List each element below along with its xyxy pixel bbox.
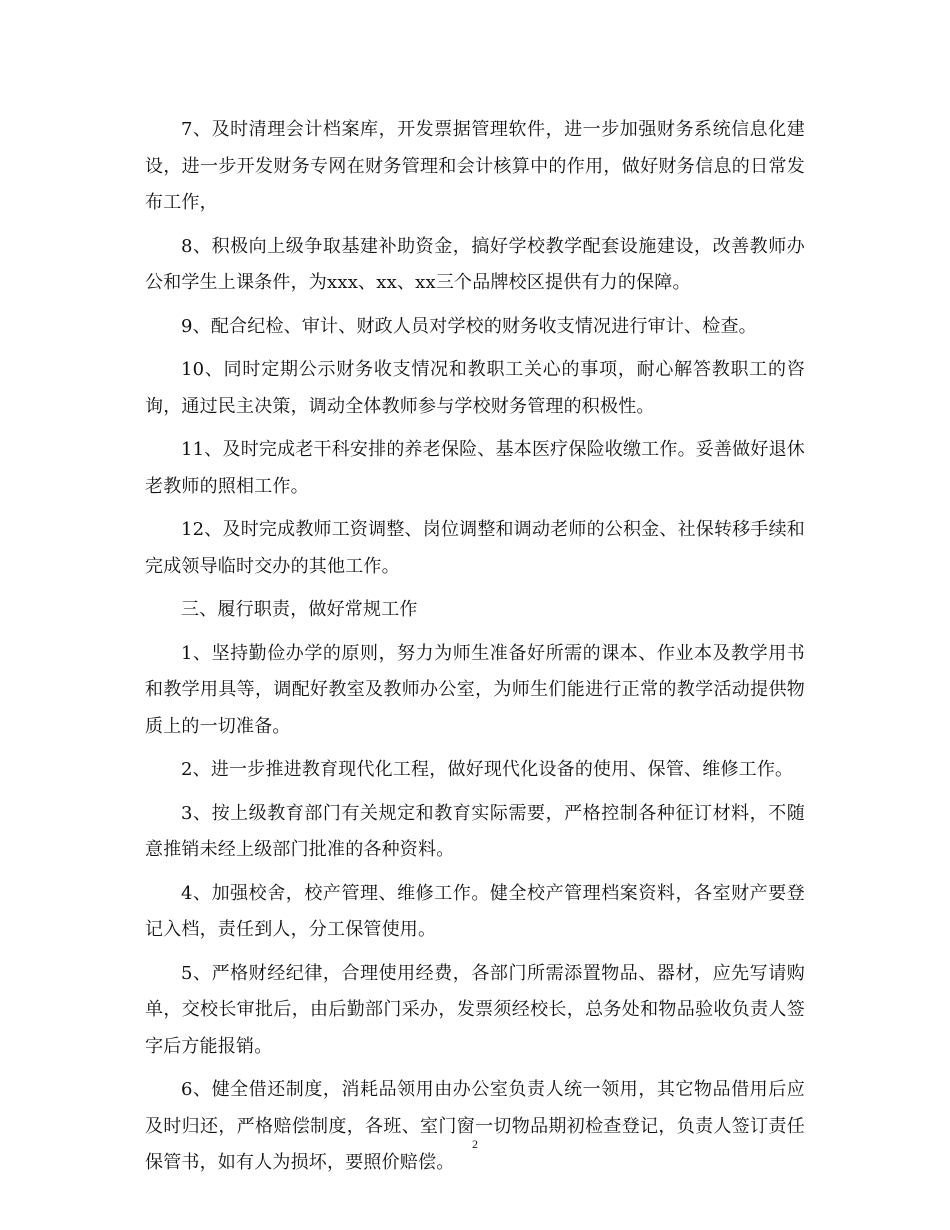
section-heading: 三、履行职责，做好常规工作 (181, 599, 418, 620)
page-number: 2 (472, 1137, 478, 1151)
paragraph-item-5: 5、严格财经纪律，合理使用经费，各部门所需添置物品、器材，应先写请购单，交校长审批后，由后勤部门采办，发票须经校长，总务处和物品验收负责人签字后方能报销。 (145, 962, 805, 1057)
paragraph-item-1: 1、坚持勤俭办学的原则，努力为师生准备好所需的课本、作业本及教学用书和教学用具等，调配好教室及教师办公室，为师生们能进行正常的教学活动提供物质上的一切准备。 (145, 642, 805, 737)
paragraph-item-7: 7、及时清理会计档案库，开发票据管理软件，进一步加强财务系统信息化建设，进一步开发财务专网在财务管理和会计核算中的作用，做好财务信息的日常发布工作， (145, 119, 805, 213)
paragraph-item-10: 10、同时定期公示财务收支情况和教职工关心的事项，耐心解答教职工的咨询，通过民主决策，调动全体教师参与学校财务管理的积极性。 (145, 359, 805, 417)
document-body (145, 112, 805, 1189)
paragraph-item-8: 8、积极向上级争取基建补助资金，搞好学校教学配套设施建设，改善教师办公和学生上课条件，为xxx、xx、xx三个品牌校区提供有力的保障。 (145, 235, 805, 293)
paragraph-item-6: 6、健全借还制度，消耗品领用由办公室负责人统一领用，其它物品借用后应及时归还，严格赔偿制度，各班、室门窗一切物品期初检查登记，负责人签订责任保管书，如有人为损坏，要照价赔偿。 (145, 1079, 805, 1173)
paragraph-item-9: 9、配合纪检、审计、财政人员对学校的财务收支情况进行审计、检查。 (181, 315, 757, 337)
paragraph-item-12: 12、及时完成教师工资调整、岗位调整和调动老师的公积金、社保转移手续和完成领导临时交办的其他工作。 (145, 519, 805, 577)
paragraph-item-11: 11、及时完成老干科安排的养老保险、基本医疗保险收缴工作。妥善做好退休老教师的照相工作。 (145, 439, 805, 497)
paragraph-item-3: 3、按上级教育部门有关规定和教育实际需要，严格控制各种征订材料，不随意推销未经上级部门批准的各种资料。 (145, 802, 805, 860)
paragraph-item-4: 4、加强校舍，校产管理、维修工作。健全校产管理档案资料，各室财产要登记入档，责任到人，分工保管使用。 (145, 882, 805, 940)
paragraph-item-2: 2、进一步推进教育现代化工程，做好现代化设备的使用、保管、维修工作。 (181, 759, 794, 780)
